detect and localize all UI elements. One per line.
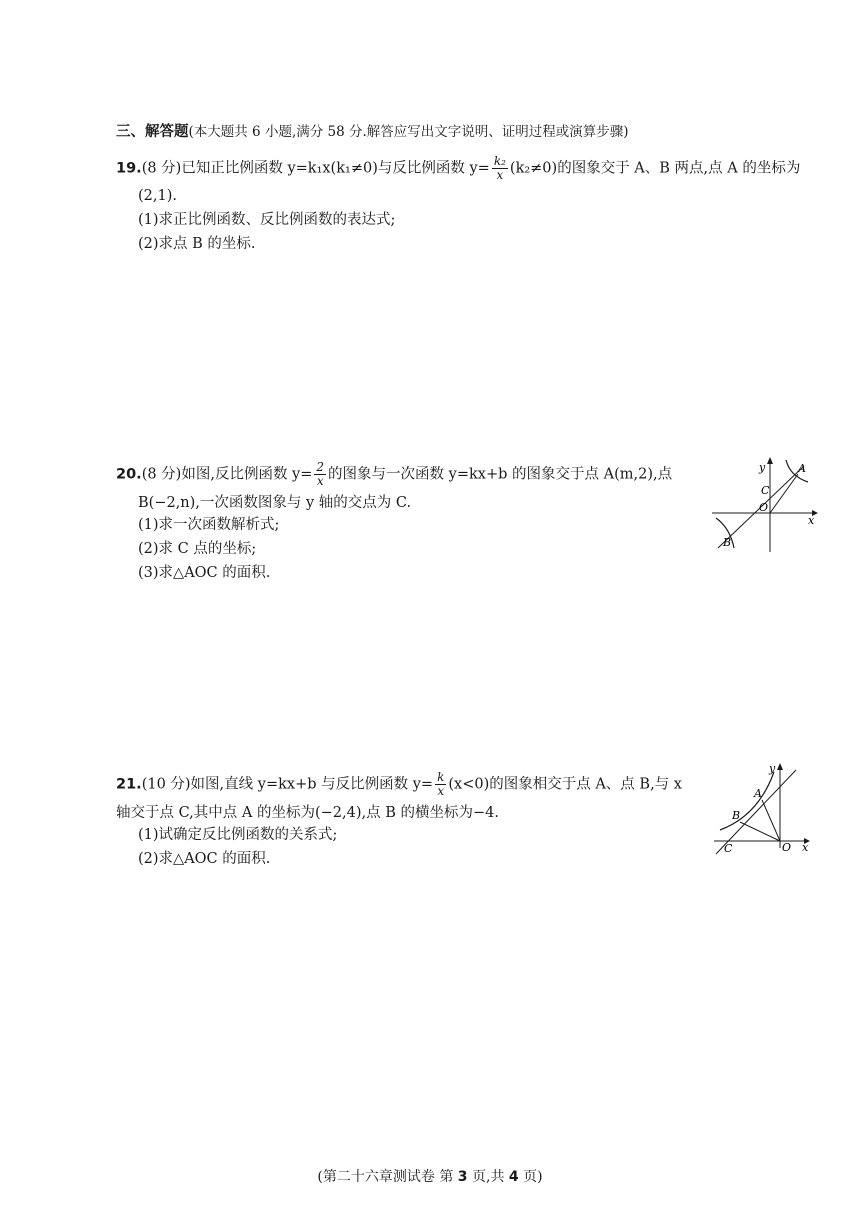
label-y: y xyxy=(769,762,776,775)
y-axis-arrow xyxy=(767,457,773,464)
q19-number: 19. xyxy=(116,160,142,177)
q19-part1: (1)求正比例函数、反比例函数的表达式; xyxy=(138,212,396,228)
q21-number: 21. xyxy=(116,776,142,793)
section-title: 三、解答题 xyxy=(116,124,189,140)
section-header xyxy=(116,122,629,142)
q21-fraction xyxy=(435,771,446,798)
q20-figure xyxy=(712,452,820,556)
q19-text-b: (k₂≠0)的图象交于 A、B 两点,点 A 的坐标为 xyxy=(509,160,801,177)
label-c: C xyxy=(724,842,733,855)
q20-line2: B(−2,n),一次函数图象与 y 轴的交点为 C. xyxy=(138,495,412,511)
page-footer xyxy=(0,1166,860,1186)
q21-frac-num: k xyxy=(437,770,445,784)
label-o: O xyxy=(782,841,792,854)
q21-frac-den: x xyxy=(437,784,445,798)
q20-frac-den: x xyxy=(316,474,324,488)
label-x: x xyxy=(808,514,815,527)
q20-part3: (3)求△AOC 的面积. xyxy=(138,565,271,581)
section-note: (本大题共 6 小题,满分 58 分.解答应写出文字说明、证明过程或演算步骤) xyxy=(188,124,629,140)
footer-text-b: 页,共 xyxy=(467,1169,509,1185)
label-c: C xyxy=(761,484,770,497)
q21-figure xyxy=(712,760,820,856)
q21-line1 xyxy=(116,771,682,798)
q21-part2: (2)求△AOC 的面积. xyxy=(138,851,271,867)
q19-text-a: (8 分)已知正比例函数 y=k₁x(k₁≠0)与反比例函数 y= xyxy=(141,160,490,177)
q19-frac-num: k₂ xyxy=(493,154,506,168)
footer-text-c: 页) xyxy=(518,1169,543,1185)
segment-oa xyxy=(770,474,798,513)
q20-number: 20. xyxy=(116,466,142,483)
footer-text-a: (第二十六章测试卷 第 xyxy=(317,1169,458,1185)
q21-text-b: (x<0)的图象相交于点 A、点 B,与 x xyxy=(448,776,682,793)
label-y: y xyxy=(759,461,766,474)
q19-fraction xyxy=(492,155,508,182)
label-b: B xyxy=(723,536,732,549)
q19-line1 xyxy=(116,155,800,182)
q20-frac-num: 2 xyxy=(316,460,325,474)
q21-part1: (1)试确定反比例函数的关系式; xyxy=(138,827,338,843)
q20-part2: (2)求 C 点的坐标; xyxy=(138,541,257,557)
q19-part2: (2)求点 B 的坐标. xyxy=(138,236,256,252)
q20-line1 xyxy=(116,461,672,488)
label-x: x xyxy=(802,841,809,854)
label-a: A xyxy=(798,462,806,475)
q20-text-b: 的图象与一次函数 y=kx+b 的图象交于点 A(m,2),点 xyxy=(328,466,673,483)
q20-part1: (1)求一次函数解析式; xyxy=(138,517,280,533)
footer-page-number: 3 xyxy=(457,1169,468,1185)
q19-line2: (2,1). xyxy=(138,188,177,204)
segment-oa xyxy=(762,800,780,841)
q20-fraction xyxy=(314,461,326,488)
label-b: B xyxy=(732,809,741,822)
footer-total-pages: 4 xyxy=(508,1169,519,1185)
label-a: A xyxy=(754,787,762,800)
q21-text-a: (10 分)如图,直线 y=kx+b 与反比例函数 y= xyxy=(141,776,434,793)
y-axis-arrow xyxy=(777,763,783,770)
label-o: O xyxy=(759,501,769,514)
q20-text-a: (8 分)如图,反比例函数 y= xyxy=(141,466,313,483)
q21-line2: 轴交于点 C,其中点 A 的坐标为(−2,4),点 B 的横坐标为−4. xyxy=(116,805,499,821)
segment-ob xyxy=(740,822,780,841)
q19-frac-den: x xyxy=(496,168,504,182)
